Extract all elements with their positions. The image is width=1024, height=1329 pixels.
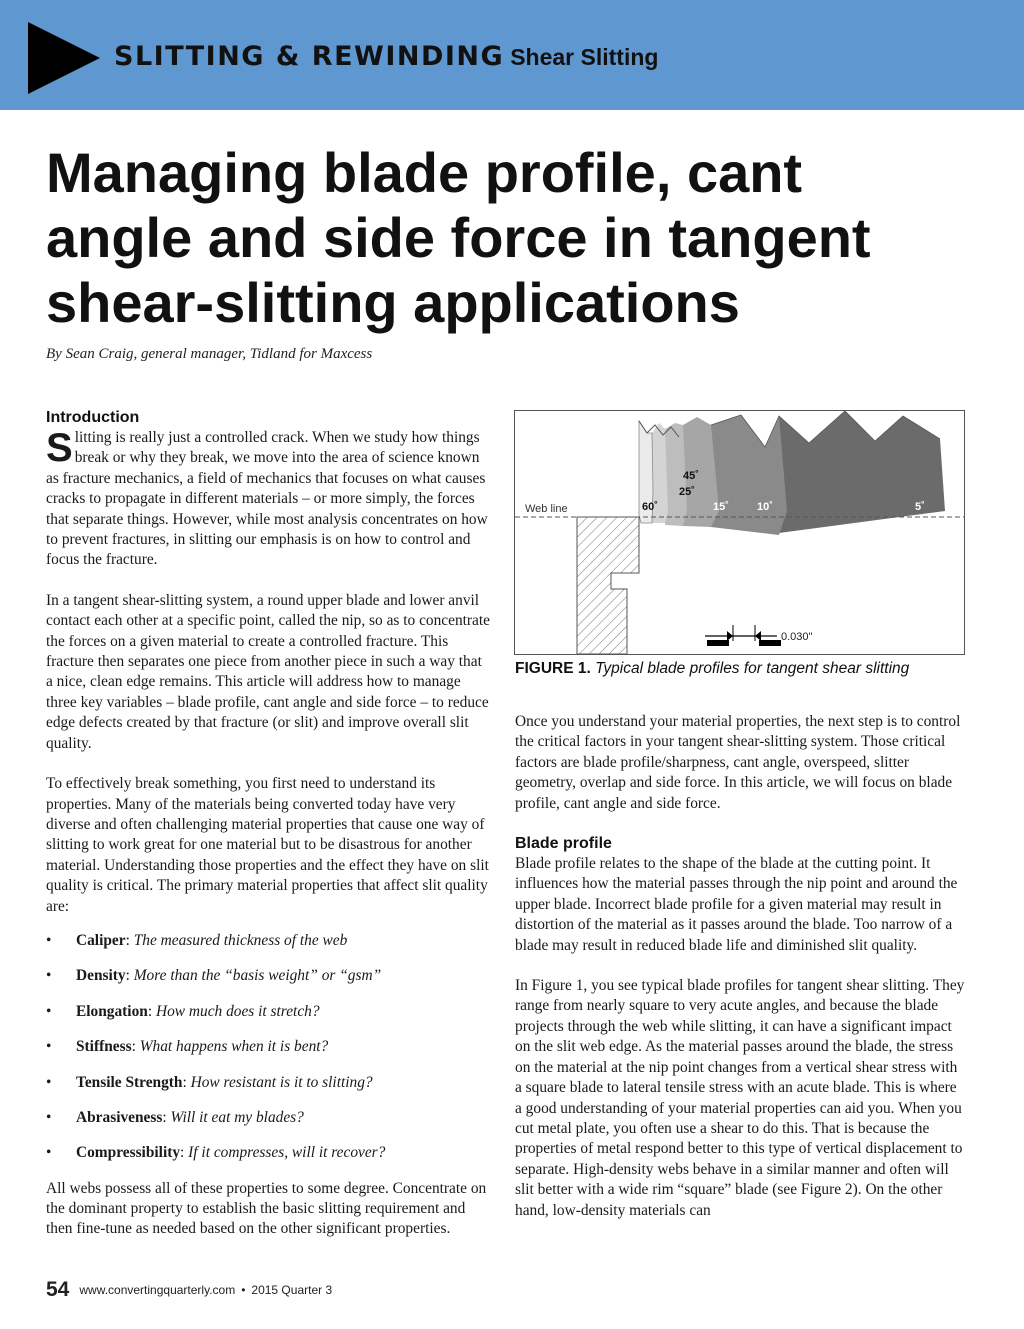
property-desc: What happens when it is bent? — [139, 1038, 329, 1056]
arrow-right-icon — [727, 631, 733, 641]
right-column — [515, 712, 965, 1241]
intro-paragraph-4: All webs possess all of these properties to some degree. Concentrate on the dominant property to establish the basic slitting requirement and then fine-tune as needed based on the other significant properties. — [46, 1179, 487, 1238]
web-line-label: Web line — [525, 503, 568, 515]
figure-number: FIGURE 1. — [515, 660, 591, 677]
figure-caption — [515, 660, 909, 678]
bullet-icon: • — [46, 1038, 52, 1056]
footer-separator: • — [241, 1283, 246, 1297]
property-name: Compressibility — [76, 1144, 181, 1162]
intro-paragraph-1-text: litting is really just a controlled crack. When we study how things break or why they break, we move into the area of science known as fracture mechanics, a field of mechanics that focuses on what causes cracks to propagate in different materials – or more simply, the forces that separate things. However, while most analysis concentrates on how to prevent fractures, in slitting our emphasis is on how to control and focus the fracture. — [46, 429, 488, 569]
intro-paragraph-3: To effectively break something, you first need to understand its properties. Many of the materials being converted today have very diverse and often challenging material properties that cause one way of slitting to work great for one material but to be disastrous for another material. Understanding those properties and the effect they have on slit quality is critical. The primary material properties that affect slit quality are: — [46, 775, 489, 915]
gap-dimension-label: 0.030" — [781, 631, 813, 643]
header-banner — [0, 0, 1024, 110]
property-name: Caliper — [76, 931, 126, 949]
right-paragraph-2: Blade profile relates to the shape of the blade at the cutting point. It influences how the material passes through the nip point and around the upper blade. Incorrect blade profile for a given material may result in distortion of the material as it passes around the blade. Too narrow of a blade may result in reduced blade life and diminished slit quality. — [515, 855, 958, 954]
property-desc: The measured thickness of the web — [133, 931, 348, 949]
bullet-icon: • — [46, 1108, 52, 1126]
property-name: Tensile Strength — [76, 1073, 183, 1091]
figure-1-blade-profiles — [514, 410, 965, 655]
angle-label-25: 25˚ — [679, 486, 695, 498]
property-desc: If it compresses, will it recover? — [188, 1144, 386, 1162]
byline: By Sean Craig, general manager, Tidland for Maxcess — [46, 346, 373, 362]
figure-caption-text: Typical blade profiles for tangent shear slitting — [595, 660, 910, 677]
property-desc: How resistant is it to slitting? — [190, 1073, 373, 1091]
intro-paragraph-1 — [46, 428, 492, 571]
angle-label-60: 60˚ — [642, 501, 658, 513]
list-item: • Stiffness: What happens when it is bent? — [46, 1038, 329, 1056]
lower-anvil — [577, 517, 639, 654]
drop-cap: S — [46, 426, 73, 470]
bullet-icon: • — [46, 1144, 52, 1162]
bullet-icon: • — [46, 931, 52, 949]
bullet-icon: • — [46, 1002, 52, 1020]
blade-profile-heading: Blade profile — [515, 835, 612, 853]
blade-profile-diagram — [515, 411, 964, 654]
property-desc: Will it eat my blades? — [170, 1108, 304, 1126]
angle-label-15: 15˚ — [713, 501, 729, 513]
list-item: • Density: More than the “basis weight” or “gsm” — [46, 967, 382, 985]
arrow-left-icon — [755, 631, 761, 641]
list-item: • Elongation: How much does it stretch? — [46, 1002, 320, 1020]
property-name: Density — [76, 967, 126, 985]
right-paragraph-3: In Figure 1, you see typical blade profiles for tangent shear slitting. They range from nearly square to very acute angles, and because the blade projects through the web while slitting, it can have a significant impact on the slit web edge. As the material passes around the blade, the stress on the material at the nip point changes from a vertical shear stress with a square blade to lateral tensile stress with an acute blade. This is where a good understanding of your material properties can aid you. When you cut metal plate, you often use a shear to do this. That is because the properties of metal respond better to this type of vertical displacement to separate. High-density webs behave in a similar manner and often will slit better with a wide rim “square” blade (see Figure 2). On the other hand, low-density materials can — [515, 977, 965, 1219]
list-item: • Abrasiveness: Will it eat my blades? — [46, 1108, 304, 1126]
property-desc: More than the “basis weight” or “gsm” — [133, 967, 382, 985]
property-name: Stiffness — [76, 1038, 132, 1056]
property-desc: How much does it stretch? — [155, 1002, 320, 1020]
page-footer — [46, 1278, 332, 1302]
list-item: • Caliper: The measured thickness of the web — [46, 931, 348, 949]
list-item: • Compressibility: If it compresses, will it recover? — [46, 1144, 386, 1162]
left-column — [46, 408, 492, 1260]
intro-paragraph-2: In a tangent shear-slitting system, a round upper blade and lower anvil contact each other at a specific point, called the nip, so as to concentrate the forces on a given material to create a controlled fracture. This fracture then separates one piece from another piece in such a way that a nice, clean edge remains. This article will address how to manage three key variables – blade profile, cant angle and side force – to reduce edge defects created by that fracture (or slit) and improve overall slit quality. — [46, 591, 490, 752]
subsection-label: Shear Slitting — [510, 44, 659, 70]
footer-url: www.convertingquarterly.com — [79, 1283, 236, 1297]
section-label: SLITTING & REWINDING — [114, 41, 505, 72]
intro-heading: Introduction — [46, 409, 140, 426]
angle-label-45: 45˚ — [683, 470, 699, 482]
play-triangle-icon — [28, 22, 100, 94]
angle-label-5: 5˚ — [915, 501, 925, 513]
bullet-icon: • — [46, 1073, 52, 1091]
right-paragraph-1: Once you understand your material properties, the next step is to control the critical factors in your tangent shear-slitting system. Those critical factors are blade profile/sharpness, cant angle, overspeed, slitter geometry, overlap and side force. In this article, we will focus on blade profile, cant angle and side force. — [515, 713, 961, 812]
article-title: Managing blade profile, cant angle and side force in tangent shear-slitting applications — [46, 141, 871, 334]
blade-profile-5deg — [779, 411, 945, 533]
section-title — [114, 40, 658, 74]
angle-label-10: 10˚ — [757, 501, 773, 513]
property-name: Elongation — [76, 1002, 148, 1020]
material-properties-list — [46, 931, 492, 1163]
bullet-icon: • — [46, 967, 52, 985]
footer-issue: 2015 Quarter 3 — [251, 1283, 333, 1297]
property-name: Abrasiveness — [76, 1108, 163, 1126]
page-number: 54 — [46, 1278, 70, 1301]
list-item: • Tensile Strength: How resistant is it to slitting? — [46, 1073, 373, 1091]
